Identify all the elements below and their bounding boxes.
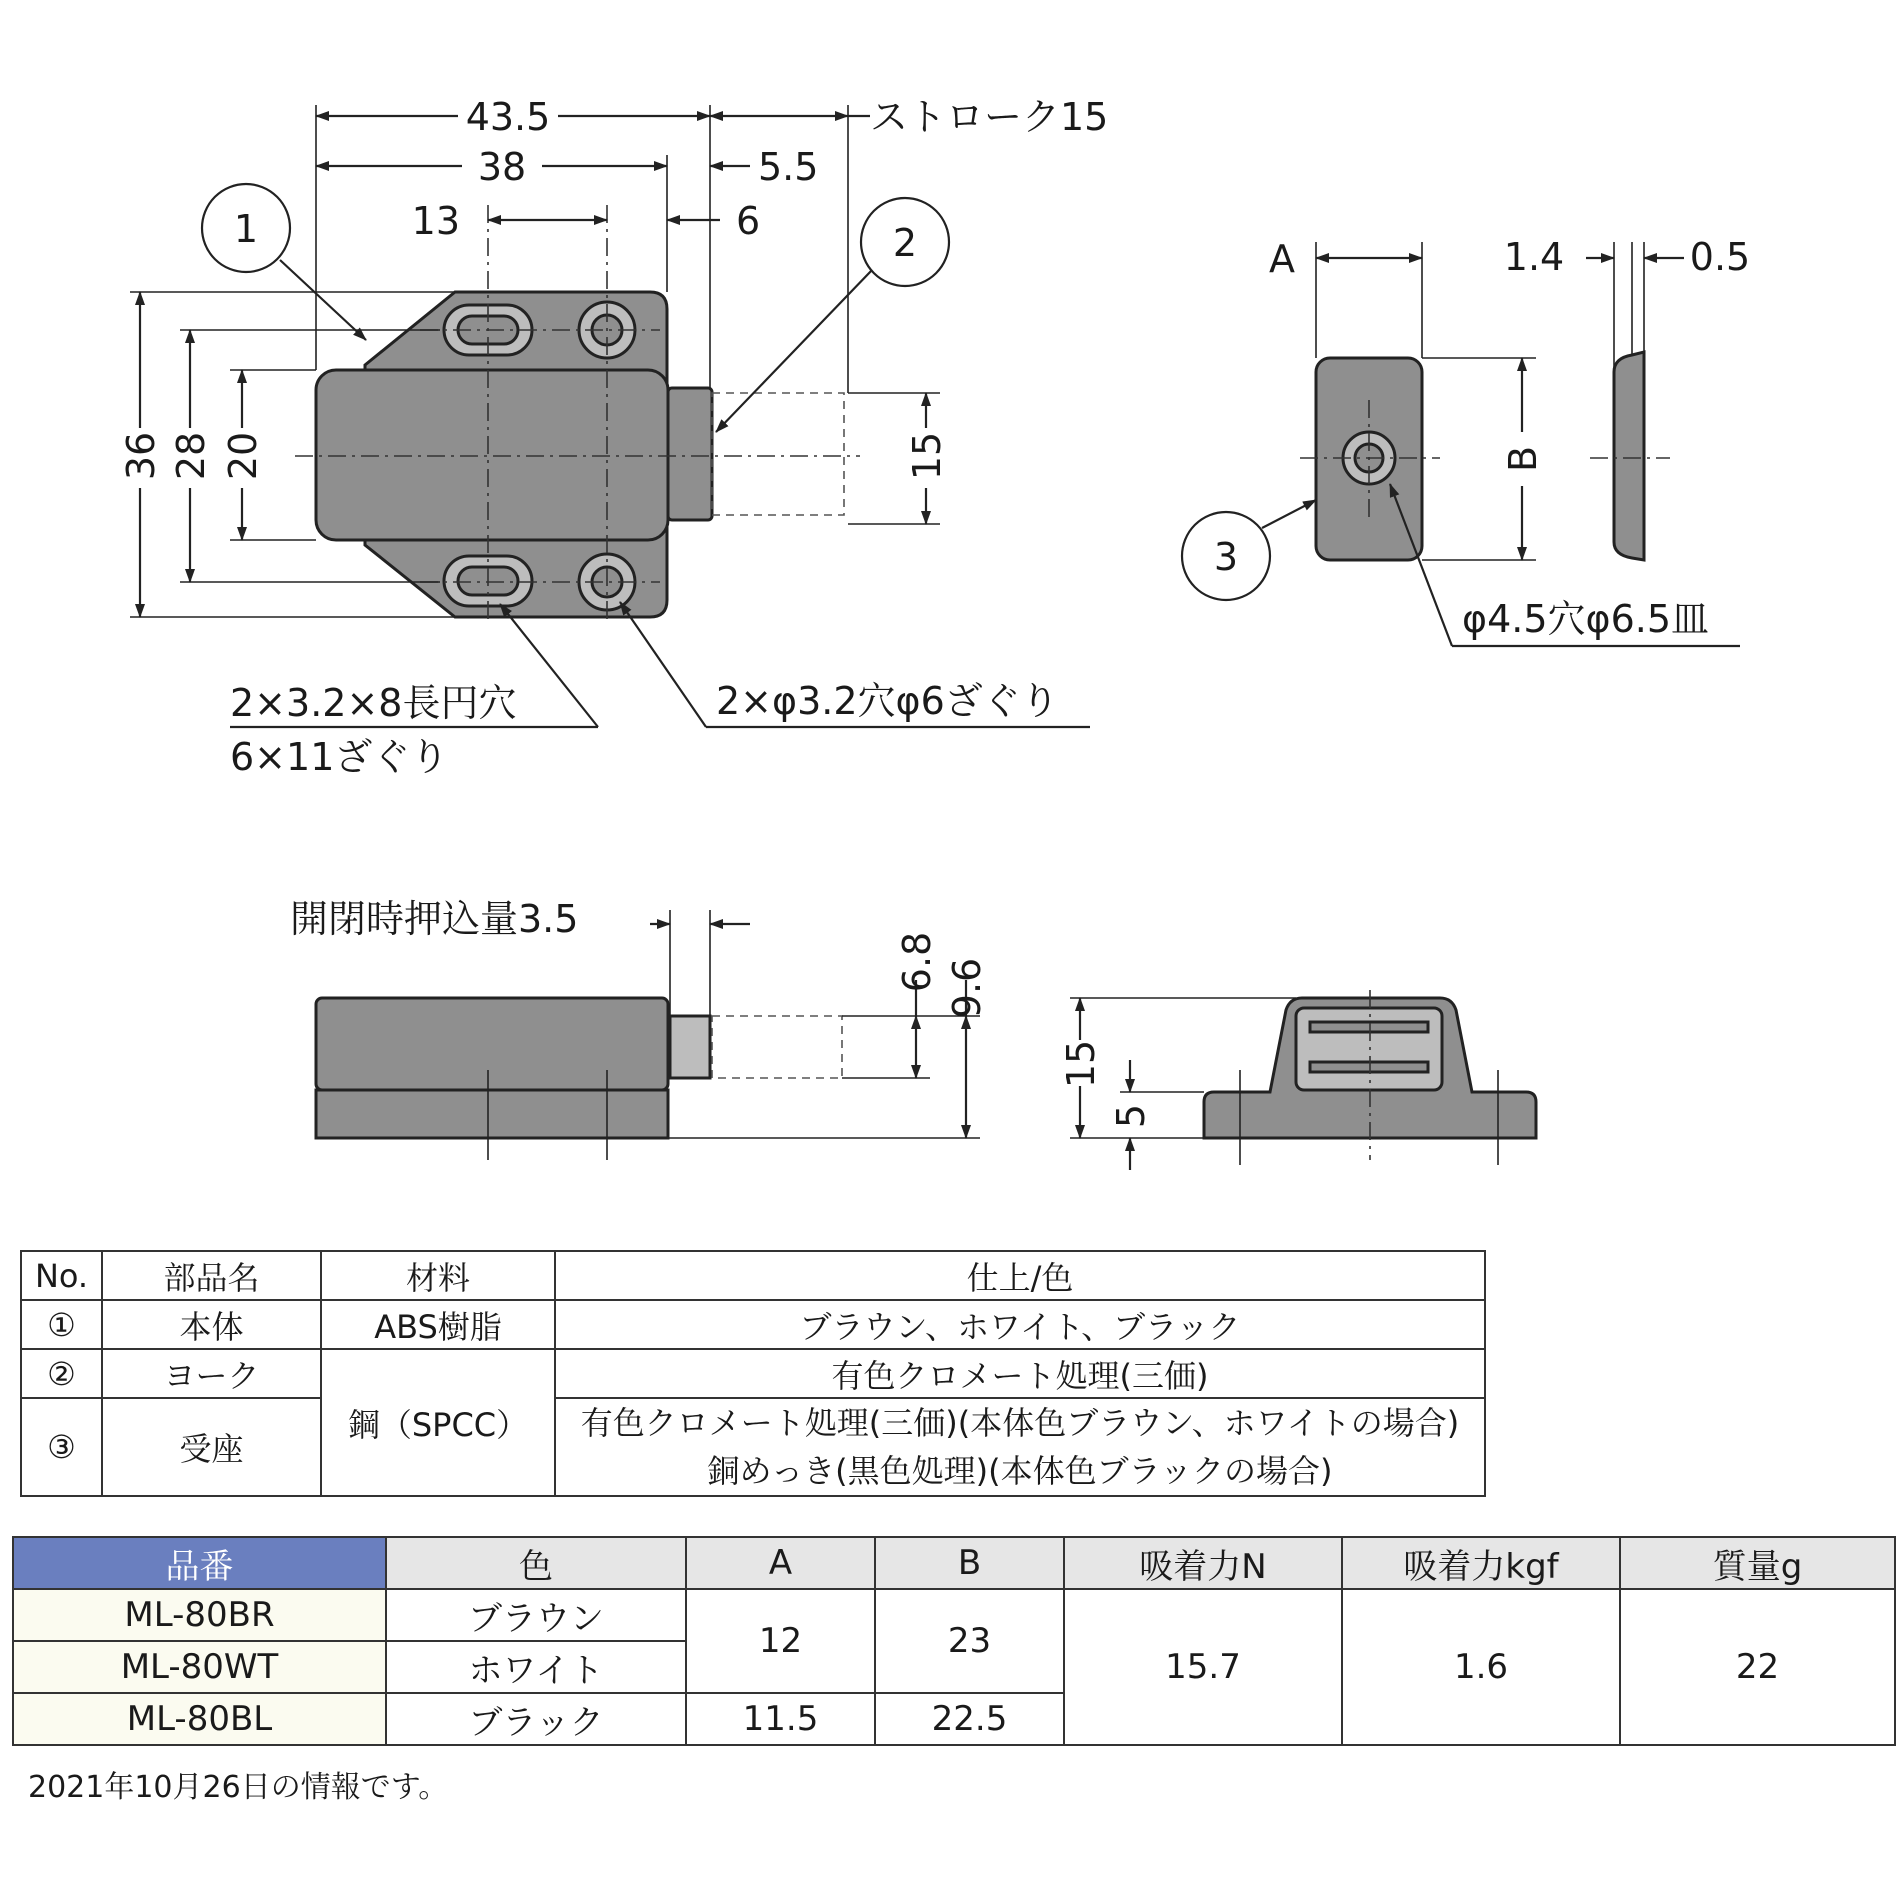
part-finish-line1: 有色クロメート処理(三価)(本体色ブラウン、ホワイトの場合) (580, 1404, 1460, 1442)
value-b: 23 (875, 1589, 1064, 1693)
part-no: ② (21, 1349, 102, 1398)
dim-43-5: 43.5 (465, 95, 551, 139)
callout-3-label: 3 (1213, 535, 1239, 579)
side-body-upper (316, 998, 668, 1090)
color: ホワイト (386, 1641, 686, 1693)
top-view (119, 95, 1108, 779)
dim-5-5: 5.5 (758, 145, 819, 189)
footnote: 2021年10月26日の情報です。 (28, 1770, 449, 1805)
value-a: 11.5 (686, 1693, 875, 1745)
header-mass: 質量g (1620, 1537, 1895, 1589)
plunger-stub (668, 388, 712, 520)
catch-plate-view (1182, 235, 1750, 646)
dim-6-8: 6.8 (895, 931, 939, 993)
part-name: 受座 (102, 1398, 321, 1496)
color: ブラウン (386, 1589, 686, 1641)
housing-block (316, 370, 668, 540)
part-number: ML-80BR (13, 1589, 386, 1641)
table-row (13, 1589, 1895, 1641)
value-b: 22.5 (875, 1693, 1064, 1745)
side-body-base (316, 1090, 668, 1138)
callout-2-label: 2 (892, 221, 918, 265)
dim-0-5: 0.5 (1689, 235, 1751, 279)
slot-note-line2: 6×11ざぐり (230, 735, 449, 779)
dim-end-15: 15 (1059, 1039, 1103, 1089)
dim-b: B (1501, 445, 1545, 473)
dim-a: A (1269, 237, 1295, 281)
header-force-kgf: 吸着力kgf (1342, 1537, 1620, 1589)
part-material: 鋼（SPCC） (321, 1349, 555, 1496)
dim-1-4: 1.4 (1503, 235, 1565, 279)
dim-15: 15 (905, 431, 949, 481)
end-view (1059, 990, 1536, 1170)
push-amount: 開閉時押込量3.5 (290, 897, 579, 941)
dim-20: 20 (221, 431, 265, 481)
round-hole-note: 2×φ3.2穴φ6ざぐり (716, 679, 1059, 723)
dim-28: 28 (169, 431, 213, 481)
dim-6: 6 (736, 199, 761, 243)
side-view (290, 897, 989, 1160)
callout-1-label: 1 (233, 207, 259, 251)
dim-38: 38 (477, 145, 527, 189)
dim-36: 36 (119, 431, 163, 481)
dim-stroke: ストローク15 (870, 95, 1109, 139)
force-kgf: 1.6 (1342, 1589, 1620, 1745)
catch-plate-profile (1614, 352, 1644, 560)
model-header-row (13, 1537, 1895, 1589)
header-b: B (875, 1537, 1064, 1589)
table-row (21, 1349, 1485, 1398)
dim-9-6: 9.6 (945, 957, 989, 1019)
dim-13: 13 (411, 199, 460, 243)
table-row (21, 1300, 1485, 1349)
parts-header-name: 部品名 (102, 1251, 321, 1300)
parts-header-material: 材料 (321, 1251, 555, 1300)
part-name: ヨーク (102, 1349, 321, 1398)
force-n: 15.7 (1064, 1589, 1342, 1745)
parts-table (20, 1250, 1486, 1497)
color: ブラック (386, 1693, 686, 1745)
header-a: A (686, 1537, 875, 1589)
parts-header-finish: 仕上/色 (555, 1251, 1485, 1300)
part-finish: 有色クロメート処理(三価) (555, 1349, 1485, 1398)
part-finish (555, 1398, 1485, 1496)
part-finish: ブラウン、ホワイト、ブラック (555, 1300, 1485, 1349)
part-name: 本体 (102, 1300, 321, 1349)
part-finish-line2: 銅めっき(黒色処理)(本体色ブラックの場合) (707, 1452, 1333, 1490)
header-part-number: 品番 (13, 1537, 386, 1589)
parts-header-row (21, 1251, 1485, 1300)
header-force-n: 吸着力N (1064, 1537, 1342, 1589)
parts-header-no: No. (21, 1251, 102, 1300)
end-magnet (1296, 1008, 1442, 1090)
model-table (12, 1536, 1896, 1746)
side-yoke (670, 1016, 710, 1078)
table-row (21, 1398, 1485, 1496)
value-a: 12 (686, 1589, 875, 1693)
dim-end-5: 5 (1109, 1103, 1153, 1129)
part-no: ③ (21, 1398, 102, 1496)
header-color: 色 (386, 1537, 686, 1589)
part-number: ML-80BL (13, 1693, 386, 1745)
part-number: ML-80WT (13, 1641, 386, 1693)
part-no: ① (21, 1300, 102, 1349)
part-material: ABS樹脂 (321, 1300, 555, 1349)
slot-note-line1: 2×3.2×8長円穴 (230, 681, 517, 725)
mass: 22 (1620, 1589, 1895, 1745)
catch-hole-note: φ4.5穴φ6.5皿 (1462, 597, 1710, 641)
